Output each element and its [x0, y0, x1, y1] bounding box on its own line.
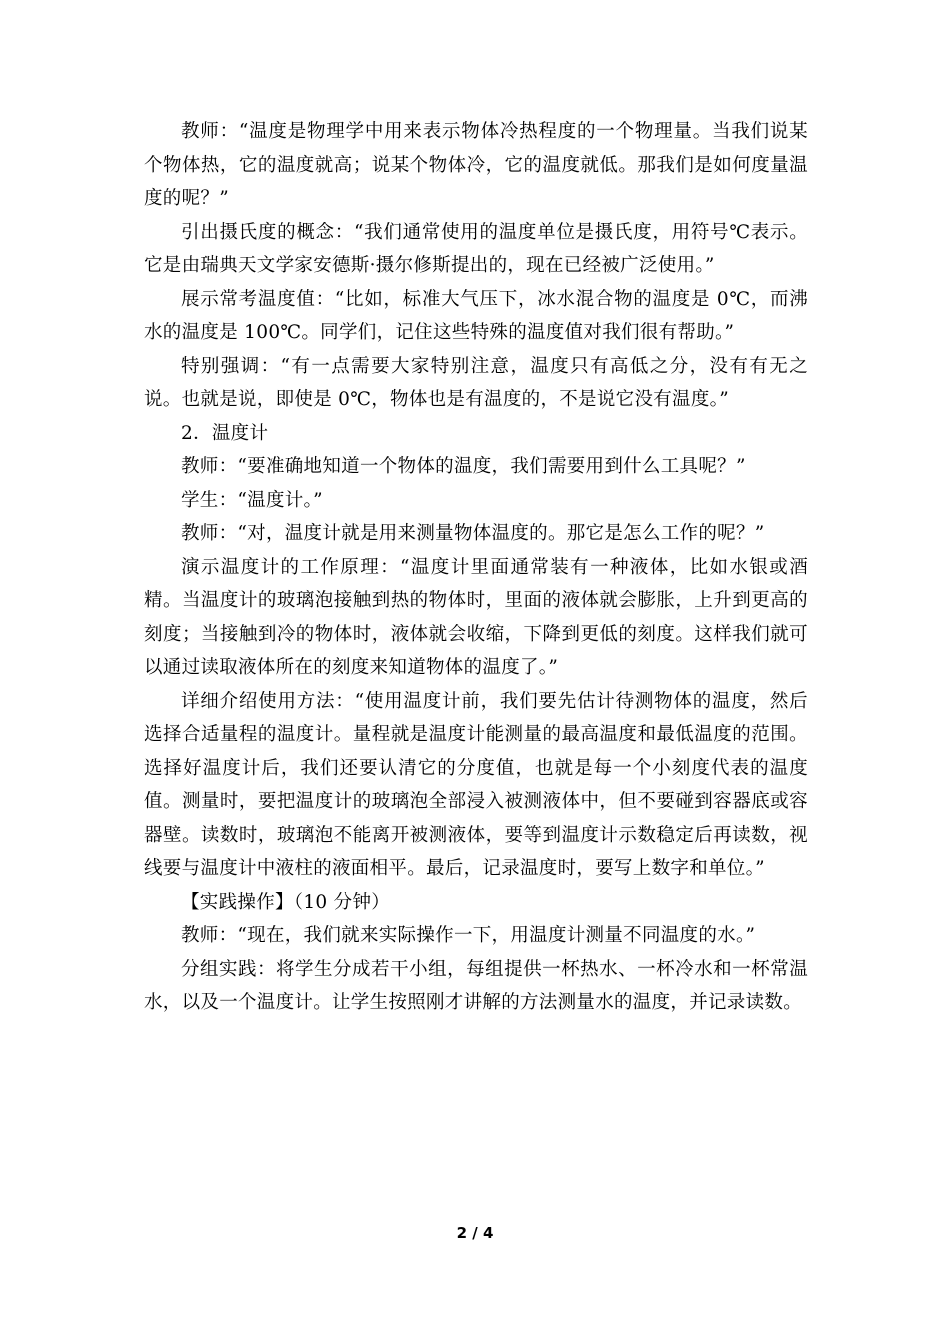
section-heading-practice: 【实践操作】（10 分钟） [181, 891, 391, 913]
paragraph-teacher-question-tool: 教师：“要准确地知道一个物体的温度，我们需要用到什么工具呢？” [181, 456, 746, 477]
section-heading-thermometer: 2．温度计 [181, 422, 269, 444]
paragraph-teacher-how-it-works: 教师：“对，温度计就是用来测量物体温度的。那它是怎么工作的呢？” [181, 523, 765, 544]
paragraph-group-practice: 分组实践：将学生分成若干小组，每组提供一杯热水、一杯冷水和一杯常温水，以及一个温度计。让学生按照刚才讲解的方法测量水的温度，并记录读数。 [144, 958, 808, 1013]
document-body [144, 115, 808, 1020]
page-number-footer: 2 / 4 [456, 1224, 494, 1242]
paragraph-celsius-concept: 引出摄氏度的概念：“我们通常使用的温度单位是摄氏度，用符号℃表示。它是由瑞典天文学家安德斯·摄尔修斯提出的，现在已经被广泛使用。” [144, 221, 808, 276]
paragraph-usage-method: 详细介绍使用方法：“使用温度计前，我们要先估计待测物体的温度，然后选择合适量程的温度计。量程就是温度计能测量的最高温度和最低温度的范围。选择好温度计后，我们还要认清它的分度值，也就是每一个小刻度代表的温度值。测量时，要把温度计的玻璃泡全部浸入被测液体中，但不要碰到容器底或容器壁。读数时，玻璃泡不能离开被测液体，要等到温度计示数稳定后再读数，视线要与温度计中液柱的液面相平。最后，记录温度时，要写上数字和单位。” [144, 690, 808, 879]
paragraph-common-temperature-values: 展示常考温度值：“比如，标准大气压下，冰水混合物的温度是 0℃，而沸水的温度是 100℃。同学们，记住这些特殊的温度值对我们很有帮助。” [144, 288, 808, 343]
paragraph-special-emphasis: 特别强调：“有一点需要大家特别注意，温度只有高低之分，没有有无之说。也就是说，即使是 0℃，物体也是有温度的，不是说它没有温度。” [144, 355, 808, 410]
paragraph-student-answer: 学生：“温度计。” [181, 489, 323, 511]
paragraph-working-principle: 演示温度计的工作原理：“温度计里面通常装有一种液体，比如水银或酒精。当温度计的玻璃泡接触到热的物体时，里面的液体就会膨胀，上升到更高的刻度；当接触到冷的物体时，液体就会收缩，下降到更低的刻度。这样我们就可以通过读取液体所在的刻度来知道物体的温度了。” [144, 556, 808, 678]
paragraph-teacher-practice-intro: 教师：“现在，我们就来实际操作一下，用温度计测量不同温度的水。” [181, 925, 756, 946]
paragraph-teacher-temperature-definition: 教师：“温度是物理学中用来表示物体冷热程度的一个物理量。当我们说某个物体热，它的温度就高；说某个物体冷，它的温度就低。那我们是如何度量温度的呢？” [144, 121, 808, 209]
